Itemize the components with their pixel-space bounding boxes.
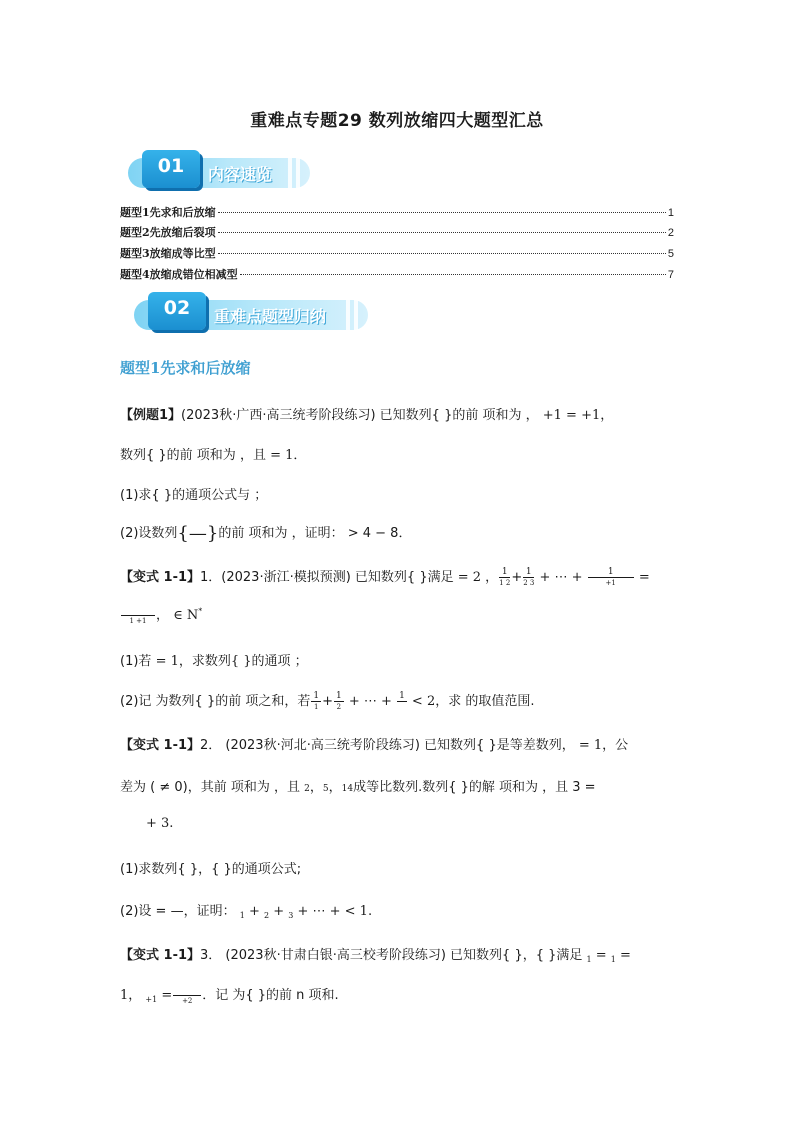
variant-1-question-2: (2)记 为数列{ }的前 项之和，若 $\frac{1}{1}$ + $\frac{1}{2}$ + ⋯ + 1 < 2，求 的取值范围. (120, 691, 535, 711)
section-banner-contents (128, 150, 310, 192)
variant-2-question-2: (2)设 = —，证明： $_1$ + $_2$ + $_3$ + ⋯ + < 1. (120, 904, 373, 920)
toc-item[interactable]: 题型3放缩成等比型 5 (120, 247, 674, 260)
banner-number: 02 (163, 297, 191, 319)
variant-1-line-1: 【变式 1-1】1．(2023·浙江·模拟预测) 已知数列{ }满足 = 2 ， $\frac{1}{1 2}$ + $\frac{1}{2 3}$ + ⋯ + $\frac{1}{+1}$ = (120, 567, 650, 587)
variant-2-question-1: (1)求数列{ }，{ }的通项公式; (120, 862, 302, 877)
variant-1-line-2: 1 +1 ， ∈ N* (120, 604, 676, 626)
toc-item[interactable]: 题型4放缩成错位相减型 7 (120, 268, 674, 281)
variant-2-line-1: 【变式 1-1】2． (2023秋·河北·高三统考阶段练习) 已知数列{ }是等差数列， = 1，公 (120, 738, 629, 753)
banner-number: 01 (157, 155, 185, 177)
banner-label: 重难点题型归纳 (214, 307, 327, 326)
section-heading: 题型1先求和后放缩 (120, 359, 251, 377)
variant-2-line-2: 差为 ( ≠ 0)，其前 项和为 ，且 2，5，14成等比数列.数列{ }的解 项和为 ，且 3 = (120, 780, 596, 795)
variant-2-line-3: + 3. (146, 816, 174, 831)
variant-3-line-1: 【变式 1-1】3． (2023秋·甘肃白银·高三校考阶段练习) 已知数列{ }，{ }满足 $_1$ = $_1$ = (120, 948, 631, 964)
variant-1-question-1: (1)若 = 1，求数列{ }的通项 ； (120, 654, 308, 669)
document-title: 重难点专题29 数列放缩四大题型汇总 (250, 111, 544, 131)
banner-label: 内容速览 (208, 165, 273, 184)
section-banner-types (134, 292, 368, 334)
example-1-question-2: (2)设数列{—}的前 项和为 ，证明： > 4 − 8． (120, 523, 412, 544)
toc-item[interactable]: 题型1先求和后放缩 1 (120, 206, 674, 219)
example-1-question-1: (1)求{ }的通项公式与 ； (120, 488, 268, 503)
variant-3-line-2: 1， $_{+1}$ = +2 ．记 为{ }的前 n 项和. (120, 984, 676, 1006)
example-1-line-1: 【例题1】(2023秋·广西·高三统考阶段练习) 已知数列{ }的前 项和为 ， +1 = +1， (120, 408, 614, 423)
example-1-line-2: 数列{ }的前 项和为 ，且 = 1． (120, 448, 307, 463)
toc-item[interactable]: 题型2先放缩后裂项 2 (120, 226, 674, 239)
